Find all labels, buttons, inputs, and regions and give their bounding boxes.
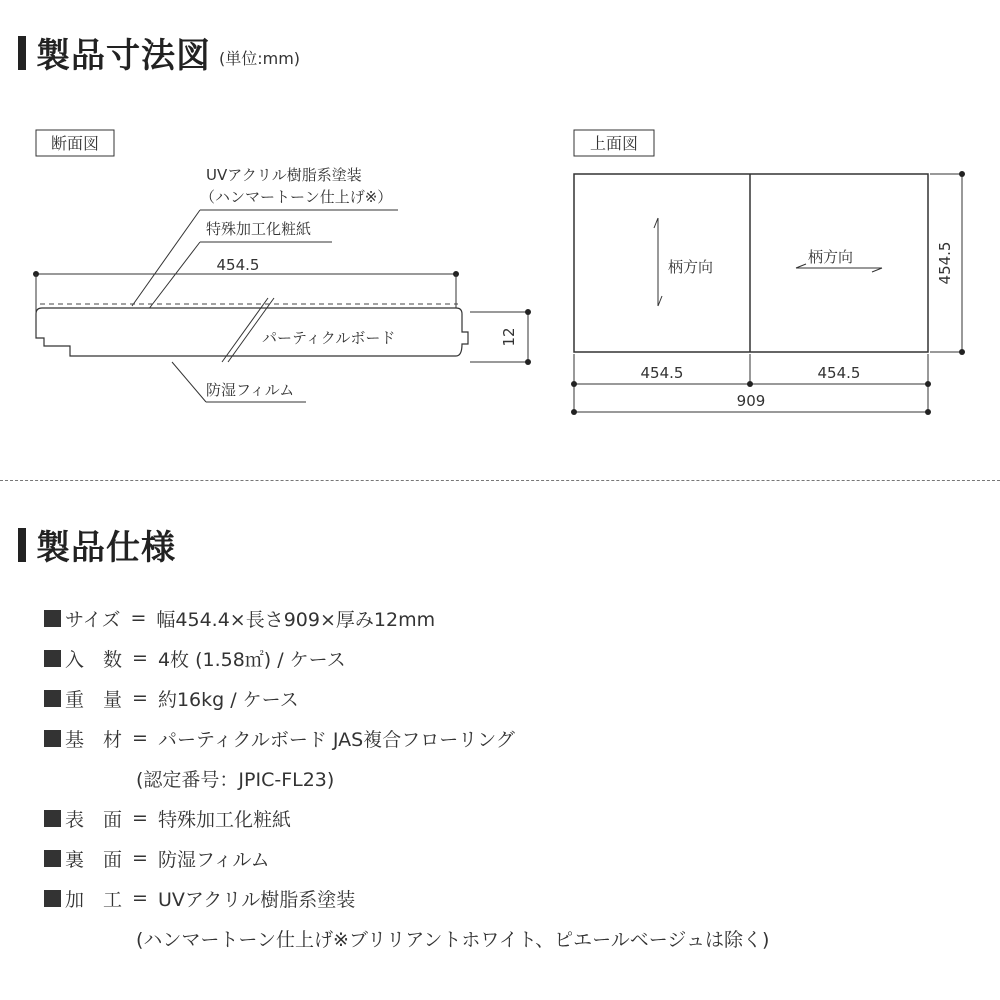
dim-dot bbox=[571, 381, 577, 387]
callout-coating-2: （ハンマートーン仕上げ※） bbox=[200, 188, 393, 206]
dim-dot bbox=[525, 359, 531, 365]
top-label: 上面図 bbox=[589, 134, 639, 153]
bullet-square-icon bbox=[44, 850, 61, 867]
dim-dot bbox=[959, 349, 965, 355]
bottom-dim-right: 454.5 bbox=[817, 364, 861, 382]
spec-value: 防湿フィルム bbox=[157, 848, 270, 871]
dim-dot bbox=[925, 409, 931, 415]
spec-row-base bbox=[44, 718, 769, 758]
callout-coating-leader bbox=[132, 210, 200, 306]
equals-sign: = bbox=[132, 727, 148, 749]
dim-dot bbox=[525, 309, 531, 315]
callout-coating-1: UVアクリル樹脂系塗装 bbox=[206, 166, 362, 184]
spec-value: UVアクリル樹脂系塗装 bbox=[157, 888, 356, 911]
equals-sign: = bbox=[132, 687, 148, 709]
bullet-square-icon bbox=[44, 730, 61, 747]
callout-paper-leader bbox=[148, 242, 200, 310]
dimension-title: 製品寸法図 bbox=[36, 36, 211, 76]
bullet-square-icon bbox=[44, 610, 61, 627]
dim-dot bbox=[747, 381, 753, 387]
callout-film-leader bbox=[172, 362, 206, 402]
unit-label: (単位:mm) bbox=[219, 49, 301, 68]
bullet-square-icon bbox=[44, 890, 61, 907]
spec-label: 基 材 bbox=[65, 728, 123, 751]
spec-list bbox=[44, 598, 769, 958]
spec-row-back bbox=[44, 838, 769, 878]
section-width-value: 454.5 bbox=[216, 256, 260, 274]
spec-label: 裏 面 bbox=[65, 848, 123, 871]
bullet-square-icon bbox=[44, 650, 61, 667]
spec-subvalue: (ハンマートーン仕上げ※ブリリアントホワイト、ピエールベージュは除く) bbox=[136, 928, 770, 951]
spec-row-surface bbox=[44, 798, 769, 838]
dim-dot bbox=[925, 381, 931, 387]
spec-subvalue: (認定番号：JPIC-FL23) bbox=[136, 768, 335, 791]
spec-label: 表 面 bbox=[65, 808, 123, 831]
equals-sign: = bbox=[132, 847, 148, 869]
spec-row-finish bbox=[44, 878, 769, 918]
spec-value: 4枚 (1.58㎡) / ケース bbox=[157, 648, 346, 671]
dim-dot bbox=[571, 409, 577, 415]
cross-section-view bbox=[33, 130, 531, 402]
equals-sign: = bbox=[132, 647, 148, 669]
dim-dot bbox=[959, 171, 965, 177]
top-outline bbox=[574, 174, 928, 352]
spec-row-weight bbox=[44, 678, 769, 718]
bullet-square-icon bbox=[44, 810, 61, 827]
callout-film: 防湿フィルム bbox=[206, 381, 295, 399]
equals-sign: = bbox=[132, 887, 148, 909]
spec-label: 重 量 bbox=[65, 688, 123, 711]
spec-row-quantity bbox=[44, 638, 769, 678]
bullet-square-icon bbox=[44, 690, 61, 707]
spec-section-header bbox=[18, 520, 176, 569]
board-profile bbox=[36, 308, 468, 356]
spec-label: 入 数 bbox=[65, 648, 123, 671]
total-dim-value: 909 bbox=[736, 392, 766, 410]
dimension-diagram bbox=[0, 0, 1000, 470]
pattern-label-left: 柄方向 bbox=[668, 258, 714, 276]
spec-row-finish-note bbox=[44, 918, 769, 958]
spec-label: サイズ bbox=[65, 608, 121, 631]
spec-value: 幅454.4×長さ909×厚み12mm bbox=[156, 608, 436, 631]
spec-value: 特殊加工化粧紙 bbox=[157, 808, 291, 831]
spec-label: 加 工 bbox=[65, 888, 123, 911]
equals-sign: = bbox=[132, 807, 148, 829]
section-label: 断面図 bbox=[50, 134, 100, 153]
callout-board: パーティクルボード bbox=[262, 329, 396, 347]
spec-row-size bbox=[44, 598, 769, 638]
thickness-value: 12 bbox=[500, 327, 518, 347]
spec-value: パーティクルボード JAS複合フローリング bbox=[157, 728, 515, 751]
spec-value: 約16kg / ケース bbox=[157, 688, 299, 711]
section-divider bbox=[0, 480, 1000, 481]
callout-paper: 特殊加工化粧紙 bbox=[206, 220, 312, 238]
heading-bar bbox=[18, 528, 26, 562]
equals-sign: = bbox=[130, 607, 147, 629]
spec-row-cert bbox=[44, 758, 769, 798]
bottom-dim-left: 454.5 bbox=[640, 364, 684, 382]
height-value: 454.5 bbox=[936, 241, 954, 285]
top-view bbox=[571, 130, 965, 415]
spec-title: 製品仕様 bbox=[36, 528, 176, 568]
pattern-label-right: 柄方向 bbox=[808, 248, 854, 266]
